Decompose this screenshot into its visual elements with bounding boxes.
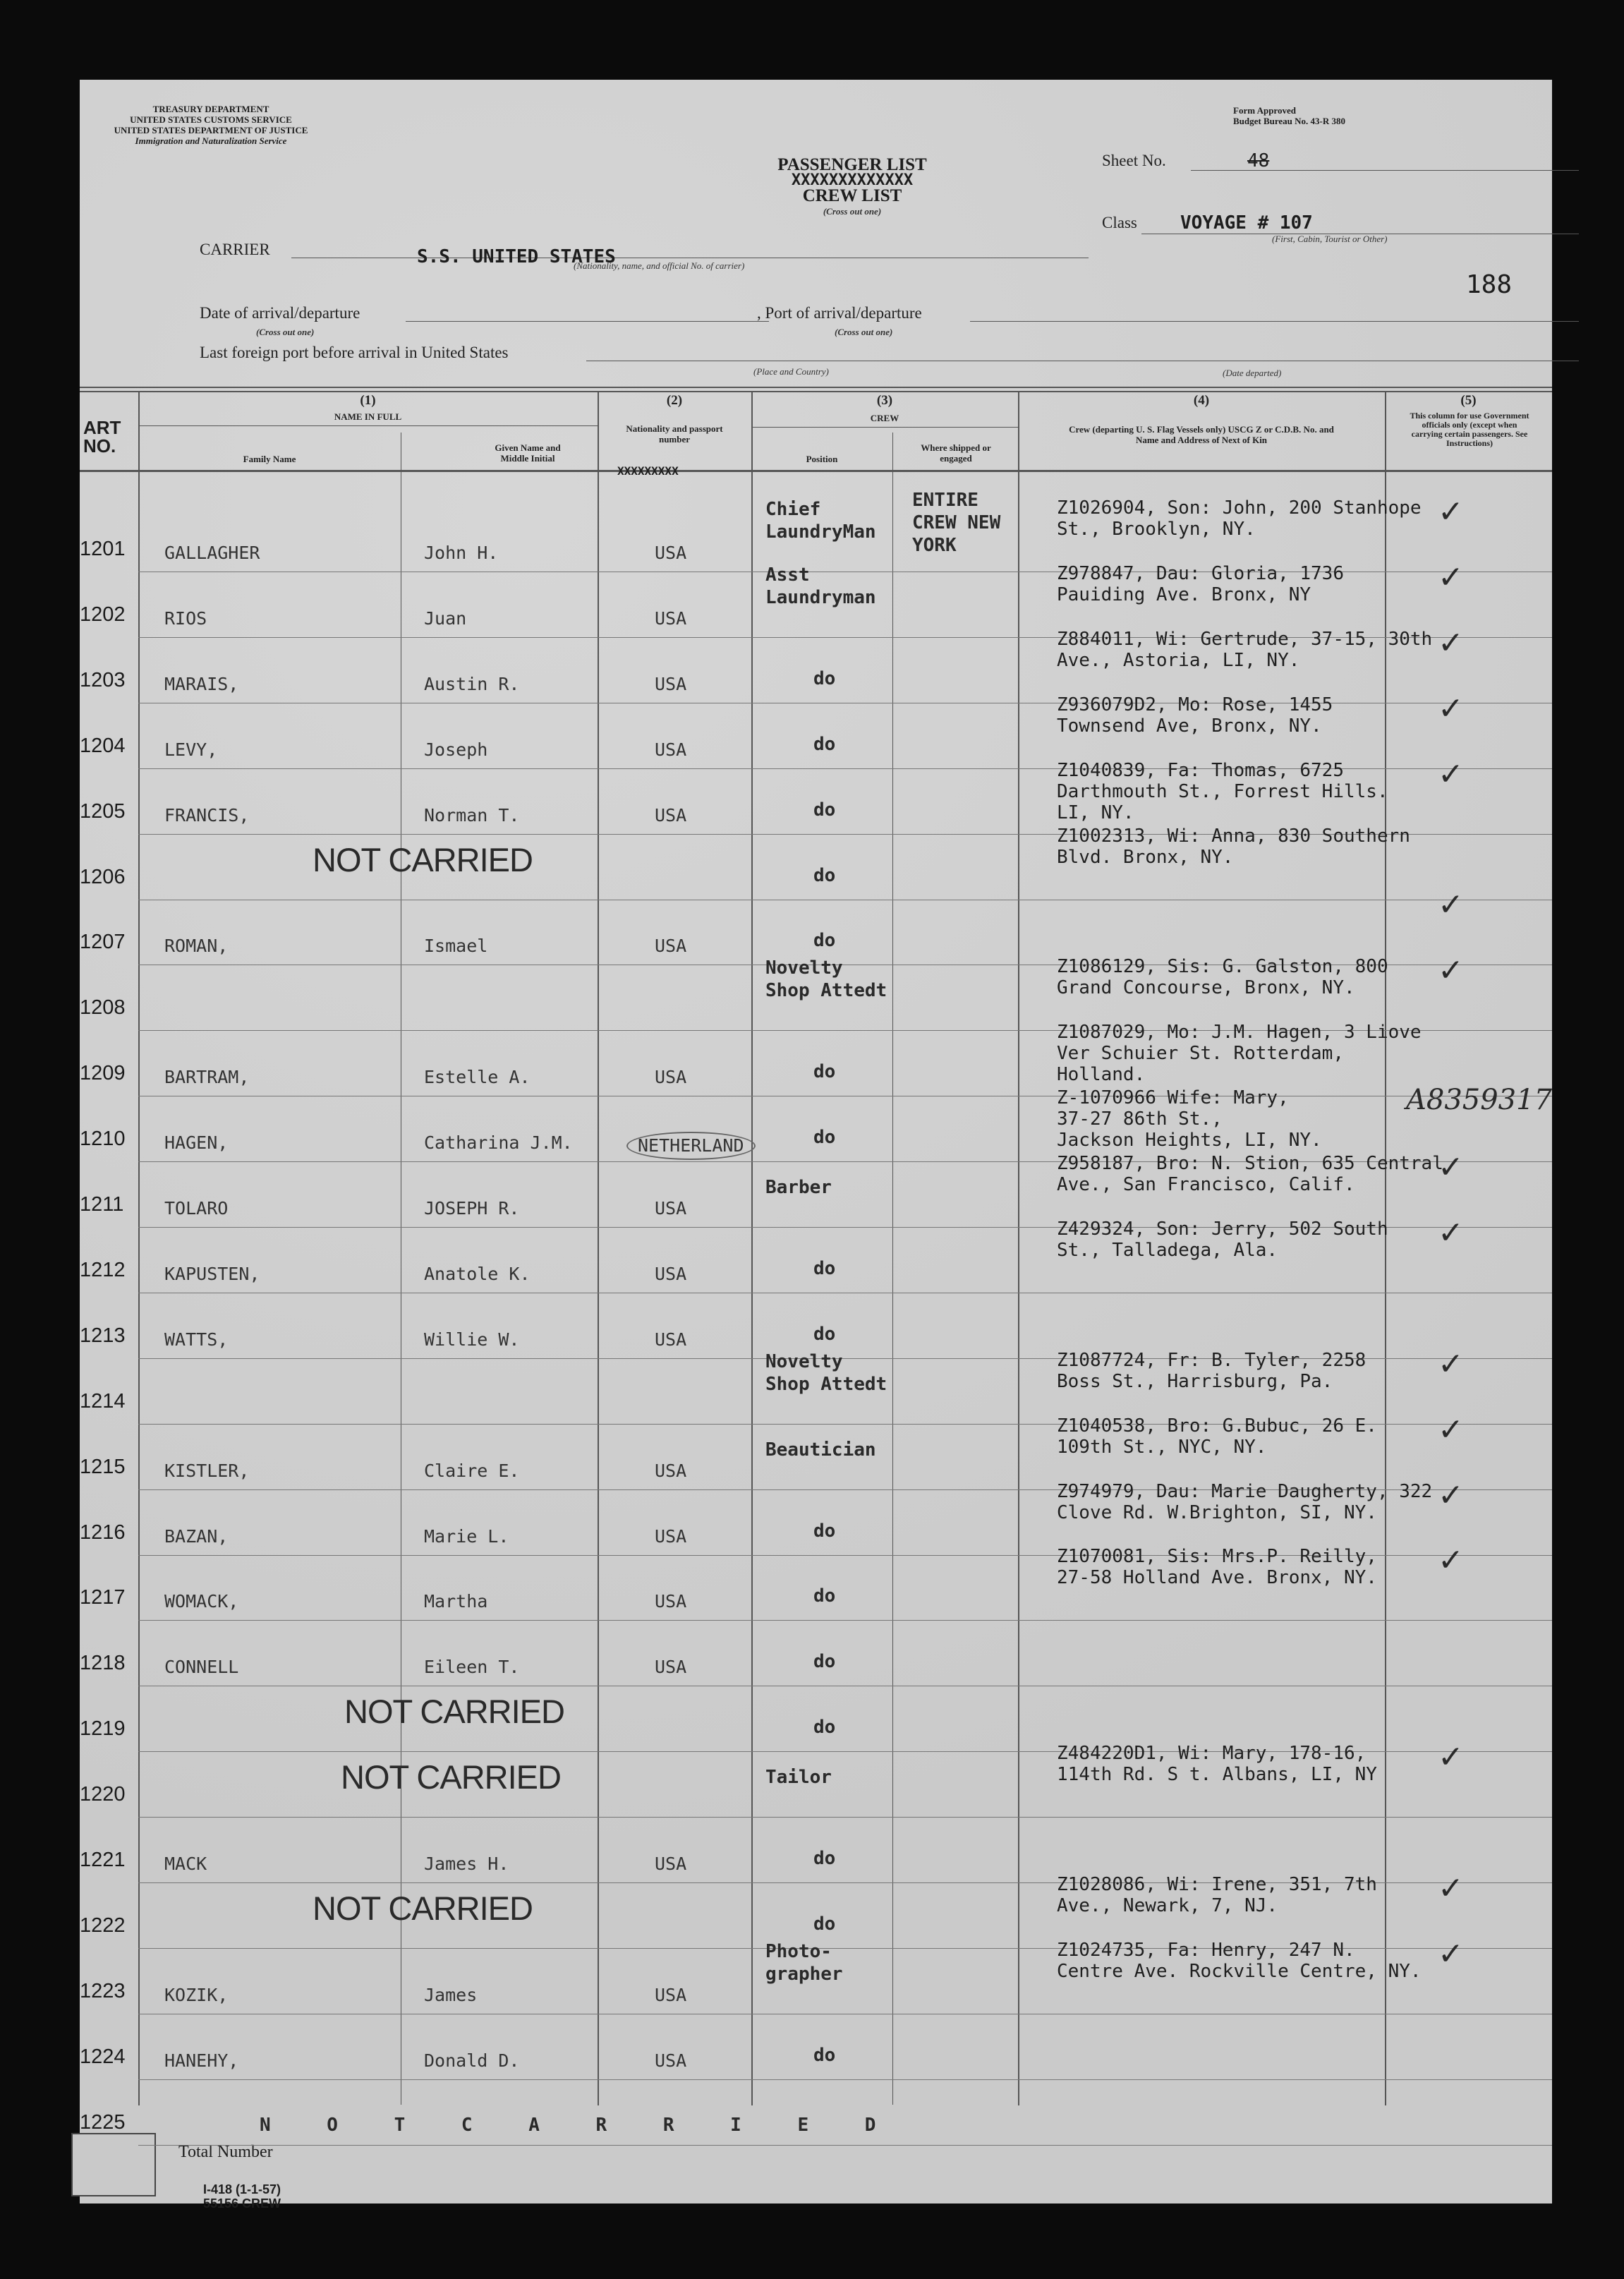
checkmark-icon: ✓ bbox=[1438, 887, 1464, 924]
family-name: FRANCIS, bbox=[164, 804, 250, 826]
position: do bbox=[813, 1651, 836, 1673]
next-of-kin-line-2: Boss St., Harrisburg, Pa. bbox=[1057, 1370, 1333, 1392]
next-of-kin-line-1: Z1002313, Wi: Anna, 830 Southern bbox=[1057, 825, 1410, 847]
family-name: HANEHY, bbox=[164, 2050, 239, 2071]
given-name: Marie L. bbox=[424, 1525, 509, 1547]
form-crew-code: 55156 CREW bbox=[203, 2196, 281, 2211]
next-of-kin-line-1: Z1086129, Sis: G. Galston, 800 bbox=[1057, 956, 1388, 978]
sheet-label: Sheet No. bbox=[1102, 152, 1166, 169]
col3-where: Where shipped or engaged bbox=[921, 442, 991, 464]
next-of-kin-line-2: Ave., San Francisco, Calif. bbox=[1057, 1174, 1355, 1195]
total-number-label: Total Number bbox=[178, 2143, 273, 2161]
nationality: USA bbox=[655, 543, 687, 563]
carrier-note: (Nationality, name, and official No. of carrier) bbox=[574, 260, 745, 271]
form-number: I-418 (1-1-57) bbox=[203, 2182, 281, 2196]
position: do bbox=[813, 1848, 836, 1869]
next-of-kin-line-2: 114th Rd. S t. Albans, LI, NY bbox=[1057, 1764, 1377, 1786]
position-line-1: Photo- bbox=[765, 1940, 832, 1962]
row-rule bbox=[138, 1817, 1552, 1818]
not-carried-typed: N O T C A R R I E D bbox=[260, 2114, 899, 2136]
art-number: 1216 bbox=[80, 1521, 126, 1544]
next-of-kin-line-1: Z484220D1, Wi: Mary, 178-16, bbox=[1057, 1743, 1367, 1765]
next-of-kin-line-2: Darthmouth St., Forrest Hills. bbox=[1057, 780, 1388, 802]
art-number: 1206 bbox=[80, 865, 126, 888]
art-number: 1210 bbox=[80, 1128, 126, 1151]
row-rule bbox=[138, 1620, 1552, 1621]
col2-title: Nationality and passport number bbox=[626, 423, 723, 445]
nationality: USA bbox=[655, 804, 687, 826]
given-name: Austin R. bbox=[424, 673, 520, 694]
next-of-kin-line-2: Ave., Newark, 7, NJ. bbox=[1057, 1894, 1278, 1916]
checkmark-icon: ✓ bbox=[1438, 1477, 1464, 1513]
not-carried-stamp: NOT CARRIED bbox=[313, 840, 533, 878]
nationality: USA bbox=[655, 1854, 687, 1874]
position: Shop Attedt bbox=[765, 1373, 887, 1395]
nationality: USA bbox=[655, 1460, 687, 1481]
not-carried-stamp: NOT CARRIED bbox=[313, 1889, 533, 1927]
art-number: 1211 bbox=[80, 1193, 124, 1216]
next-of-kin-line-2: 27-58 Holland Ave. Bronx, NY. bbox=[1057, 1567, 1377, 1589]
family-name: RIOS bbox=[164, 607, 207, 629]
nationality: NETHERLAND bbox=[626, 1132, 756, 1160]
next-of-kin-line-1: Z1040538, Bro: G.Bubuc, 26 E. bbox=[1057, 1415, 1377, 1437]
checkmark-icon: ✓ bbox=[1438, 690, 1464, 727]
checkmark-icon: ✓ bbox=[1438, 756, 1464, 792]
position-line-1: Asst bbox=[765, 564, 810, 586]
date-note: (Cross out one) bbox=[256, 327, 315, 337]
art-number: 1225 bbox=[80, 2110, 126, 2134]
nationality: USA bbox=[655, 1525, 687, 1547]
given-name: James bbox=[424, 1984, 478, 2005]
title-crossout: XXXXXXXXXXXXX bbox=[791, 171, 914, 189]
col1-title: NAME IN FULL bbox=[334, 411, 402, 422]
next-of-kin-line-3: LI, NY. bbox=[1057, 802, 1134, 823]
art-number: 1212 bbox=[80, 1258, 126, 1281]
art-number: 1223 bbox=[80, 1979, 126, 2002]
handwritten-number: A8359317 bbox=[1406, 1084, 1553, 1117]
next-of-kin-line-1: Z1040839, Fa: Thomas, 6725 bbox=[1057, 759, 1344, 781]
col4-number: (4) bbox=[1193, 393, 1210, 408]
given-name: Donald D. bbox=[424, 2050, 520, 2071]
art-number: 1215 bbox=[80, 1455, 126, 1478]
not-carried-stamp: NOT CARRIED bbox=[344, 1693, 564, 1731]
given-name: Ismael bbox=[424, 936, 488, 957]
agency-line: UNITED STATES DEPARTMENT OF JUSTICE bbox=[114, 125, 308, 135]
col2-number: (2) bbox=[666, 393, 683, 408]
next-of-kin-line-2: 109th St., NYC, NY. bbox=[1057, 1436, 1267, 1458]
checkmark-icon: ✓ bbox=[1438, 1214, 1464, 1251]
checkmark-icon: ✓ bbox=[1438, 1346, 1464, 1382]
checkmark-icon: ✓ bbox=[1438, 1870, 1464, 1906]
col3-title: CREW bbox=[870, 413, 899, 423]
art-number: 1221 bbox=[80, 1849, 126, 1871]
form-approved: Form Approved Budget Bureau No. 43-R 380 bbox=[1233, 105, 1346, 126]
col4-title: Crew (departing U. S. Flag Vessels only) USCG Z or C.D.B. No. and Name and Address of Next of Kin bbox=[1069, 424, 1334, 445]
nationality: USA bbox=[655, 739, 687, 760]
next-of-kin-line-1: Z-1070966 Wife: Mary, bbox=[1057, 1087, 1289, 1109]
art-number: 1208 bbox=[80, 996, 126, 1020]
position: Barber bbox=[765, 1177, 832, 1198]
family-name: WOMACK, bbox=[164, 1591, 239, 1612]
checkmark-icon: ✓ bbox=[1438, 1411, 1464, 1448]
family-name: TOLARO bbox=[164, 1198, 229, 1219]
next-of-kin-line-1: Z429324, Son: Jerry, 502 South bbox=[1057, 1218, 1388, 1240]
position: do bbox=[813, 667, 836, 689]
position: do bbox=[813, 930, 836, 952]
next-of-kin-line-1: Z974979, Dau: Marie Daugherty, 322 bbox=[1057, 1480, 1433, 1502]
date-departed-note: (Date departed) bbox=[1223, 368, 1282, 378]
position: do bbox=[813, 1257, 836, 1279]
art-no-header: ART NO. bbox=[83, 417, 121, 457]
position: do bbox=[813, 864, 836, 886]
document-sheet bbox=[80, 80, 1553, 2211]
next-of-kin-line-2: Pauiding Ave. Bronx, NY bbox=[1057, 584, 1311, 605]
family-name: MARAIS, bbox=[164, 673, 239, 694]
class-note: (First, Cabin, Tourist or Other) bbox=[1272, 234, 1388, 244]
position: do bbox=[813, 1717, 836, 1739]
given-name: Claire E. bbox=[424, 1460, 520, 1481]
position: do bbox=[813, 1061, 836, 1083]
checkmark-icon: ✓ bbox=[1438, 494, 1464, 530]
family-name: ROMAN, bbox=[164, 936, 229, 957]
family-name: BARTRAM, bbox=[164, 1067, 250, 1088]
checkmark-icon: ✓ bbox=[1438, 624, 1464, 661]
carrier-value: S.S. UNITED STATES bbox=[417, 246, 616, 267]
nationality: USA bbox=[655, 607, 687, 629]
art-number: 1207 bbox=[80, 931, 126, 954]
row-rule bbox=[138, 2145, 1552, 2146]
next-of-kin-line-1: Z958187, Bro: N. Stion, 635 Central bbox=[1057, 1153, 1443, 1174]
next-of-kin-line-2: Ave., Astoria, LI, NY. bbox=[1057, 649, 1300, 671]
nationality: USA bbox=[655, 1591, 687, 1612]
next-of-kin-line-2: Ver Schuier St. Rotterdam, bbox=[1057, 1043, 1344, 1065]
art-number: 1205 bbox=[80, 799, 126, 823]
position: do bbox=[813, 733, 836, 755]
given-name: Eileen T. bbox=[424, 1657, 520, 1678]
next-of-kin-line-1: Z978847, Dau: Gloria, 1736 bbox=[1057, 562, 1344, 584]
family-name: LEVY, bbox=[164, 739, 218, 760]
next-of-kin-line-2: St., Talladega, Ala. bbox=[1057, 1239, 1278, 1261]
place-note: (Place and Country) bbox=[753, 366, 829, 377]
agency-line: Immigration and Naturalization Service bbox=[135, 135, 287, 146]
position: Beautician bbox=[765, 1439, 876, 1461]
page-number: 188 bbox=[1466, 270, 1513, 299]
nationality: USA bbox=[655, 1263, 687, 1284]
col2-crossout: XXXXXXXXX bbox=[617, 464, 679, 478]
nationality: USA bbox=[655, 2050, 687, 2071]
checkmark-icon: ✓ bbox=[1438, 559, 1464, 596]
art-number: 1214 bbox=[80, 1389, 126, 1413]
where-shipped: ENTIRE CREW NEW YORK bbox=[912, 490, 1001, 556]
agency-line: UNITED STATES CUSTOMS SERVICE bbox=[130, 114, 292, 125]
art-number: 1220 bbox=[80, 1783, 126, 1806]
position: grapher bbox=[765, 1963, 843, 1985]
col1-number: (1) bbox=[360, 393, 376, 408]
family-name: CONNELL bbox=[164, 1657, 239, 1678]
position: Laundryman bbox=[765, 586, 876, 608]
art-number: 1203 bbox=[80, 668, 126, 691]
col1-family: Family Name bbox=[243, 454, 296, 464]
art-number: 1219 bbox=[80, 1717, 126, 1741]
nationality: USA bbox=[655, 1067, 687, 1088]
art-number: 1217 bbox=[80, 1586, 126, 1609]
family-name: MACK bbox=[164, 1854, 207, 1874]
next-of-kin-line-2: Townsend Ave, Bronx, NY. bbox=[1057, 715, 1322, 737]
given-name: Estelle A. bbox=[424, 1067, 531, 1088]
position: do bbox=[813, 1520, 836, 1542]
position: do bbox=[813, 1913, 836, 1935]
nationality: USA bbox=[655, 1984, 687, 2005]
next-of-kin-line-1: Z1028086, Wi: Irene, 351, 7th bbox=[1057, 1873, 1377, 1895]
next-of-kin-line-1: Z1087724, Fr: B. Tyler, 2258 bbox=[1057, 1349, 1367, 1371]
family-name: GALLAGHER bbox=[164, 543, 260, 563]
art-number: 1222 bbox=[80, 1914, 126, 1937]
position: do bbox=[813, 2044, 836, 2066]
art-number: 1201 bbox=[80, 538, 126, 560]
next-of-kin-line-2: 37-27 86th St., bbox=[1057, 1108, 1223, 1130]
position-line-1: Novelty bbox=[765, 1350, 843, 1372]
col5-number: (5) bbox=[1460, 393, 1477, 408]
class-value: VOYAGE # 107 bbox=[1180, 212, 1313, 234]
title-crew: CREW LIST bbox=[802, 186, 902, 205]
class-label: Class bbox=[1102, 214, 1137, 231]
given-name: Anatole K. bbox=[424, 1263, 531, 1284]
position: LaundryMan bbox=[765, 521, 876, 543]
given-name: JOSEPH R. bbox=[424, 1198, 520, 1219]
carrier-label: CARRIER bbox=[200, 241, 270, 258]
col5-title: This column for use Government officials only (except when carrying certain passengers. See Instructions) bbox=[1410, 411, 1529, 448]
next-of-kin-line-2: Grand Concourse, Bronx, NY. bbox=[1057, 977, 1355, 999]
checkmark-icon: ✓ bbox=[1438, 1935, 1464, 1972]
art-number: 1218 bbox=[80, 1652, 126, 1675]
col1-given: Given Name and Middle Initial bbox=[495, 442, 561, 464]
next-of-kin-line-2: St., Brooklyn, NY. bbox=[1057, 519, 1256, 540]
next-of-kin-line-1: Z1087029, Mo: J.M. Hagen, 3 Liove bbox=[1057, 1022, 1422, 1044]
position: do bbox=[813, 1127, 836, 1149]
row-rule bbox=[138, 2079, 1552, 2080]
family-name: KAPUSTEN, bbox=[164, 1263, 260, 1284]
next-of-kin-line-3: Holland. bbox=[1057, 1064, 1146, 1086]
position: Shop Attedt bbox=[765, 980, 887, 1002]
given-name: Joseph bbox=[424, 739, 488, 760]
position: do bbox=[813, 1323, 836, 1345]
next-of-kin-line-1: Z1024735, Fa: Henry, 247 N. bbox=[1057, 1939, 1355, 1961]
nationality: USA bbox=[655, 936, 687, 957]
sheet-value: 48 bbox=[1247, 150, 1270, 171]
family-name: KOZIK, bbox=[164, 1984, 229, 2005]
position: do bbox=[813, 799, 836, 821]
checkmark-icon: ✓ bbox=[1438, 1149, 1464, 1185]
next-of-kin-line-1: Z1070081, Sis: Mrs.P. Reilly, bbox=[1057, 1546, 1377, 1568]
next-of-kin-line-1: Z1026904, Son: John, 200 Stanhope bbox=[1057, 497, 1422, 519]
given-name: Catharina J.M. bbox=[424, 1132, 573, 1154]
checkmark-icon: ✓ bbox=[1438, 1739, 1464, 1776]
title-note: (Cross out one) bbox=[823, 206, 882, 217]
position: Tailor bbox=[765, 1767, 832, 1789]
family-name: KISTLER, bbox=[164, 1460, 250, 1481]
date-label: Date of arrival/departure bbox=[200, 304, 360, 322]
port-note: (Cross out one) bbox=[835, 327, 893, 337]
art-number: 1202 bbox=[80, 603, 126, 626]
next-of-kin-line-2: Centre Ave. Rockville Centre, NY. bbox=[1057, 1960, 1422, 1982]
given-name: Norman T. bbox=[424, 804, 520, 826]
position: do bbox=[813, 1585, 836, 1607]
given-name: James H. bbox=[424, 1854, 509, 1874]
nationality: USA bbox=[655, 1657, 687, 1678]
art-number: 1204 bbox=[80, 734, 126, 757]
next-of-kin-line-1: Z936079D2, Mo: Rose, 1455 bbox=[1057, 694, 1333, 715]
art-number: 1224 bbox=[80, 2045, 126, 2068]
given-name: Willie W. bbox=[424, 1329, 520, 1350]
title-passenger: PASSENGER LIST bbox=[777, 155, 927, 174]
nationality: USA bbox=[655, 673, 687, 694]
family-name: WATTS, bbox=[164, 1329, 229, 1350]
agency-header bbox=[84, 104, 338, 146]
position-line-1: Novelty bbox=[765, 957, 843, 979]
total-number-box bbox=[71, 2133, 156, 2196]
next-of-kin-line-2: Clove Rd. W.Brighton, SI, NY. bbox=[1057, 1501, 1377, 1523]
checkmark-icon: ✓ bbox=[1438, 953, 1464, 989]
agency-line: TREASURY DEPARTMENT bbox=[152, 104, 269, 114]
art-number: 1213 bbox=[80, 1324, 126, 1347]
position-line-1: Chief bbox=[765, 499, 821, 520]
checkmark-icon: ✓ bbox=[1438, 1542, 1464, 1579]
family-name: HAGEN, bbox=[164, 1132, 229, 1154]
given-name: Martha bbox=[424, 1591, 488, 1612]
col3-position: Position bbox=[806, 454, 838, 464]
next-of-kin-line-1: Z884011, Wi: Gertrude, 37-15, 30th bbox=[1057, 628, 1433, 650]
form-code bbox=[203, 2182, 281, 2211]
family-name: BAZAN, bbox=[164, 1525, 229, 1547]
given-name: Juan bbox=[424, 607, 467, 629]
col3-number: (3) bbox=[876, 393, 893, 408]
next-of-kin-line-2: Blvd. Bronx, NY. bbox=[1057, 846, 1234, 868]
not-carried-stamp: NOT CARRIED bbox=[341, 1758, 561, 1796]
nationality: USA bbox=[655, 1329, 687, 1350]
port-label: , Port of arrival/departure bbox=[757, 304, 922, 322]
given-name: John H. bbox=[424, 543, 499, 563]
last-port-label: Last foreign port before arrival in United States bbox=[200, 344, 509, 361]
nationality: USA bbox=[655, 1198, 687, 1219]
next-of-kin-line-3: Jackson Heights, LI, NY. bbox=[1057, 1130, 1322, 1151]
list-title bbox=[736, 157, 969, 219]
art-number: 1209 bbox=[80, 1062, 126, 1085]
